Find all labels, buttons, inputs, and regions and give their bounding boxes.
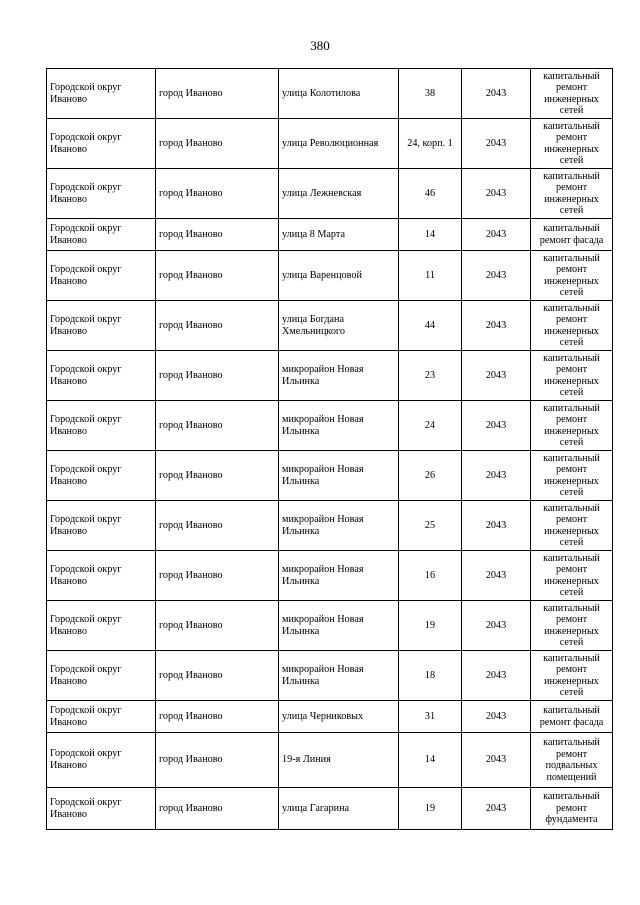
house-number-cell: 19 — [399, 601, 462, 651]
table-row — [47, 301, 613, 351]
city-cell: город Иваново — [156, 219, 279, 251]
city-cell: город Иваново — [156, 351, 279, 401]
house-number-cell: 14 — [399, 733, 462, 788]
year-cell: 2043 — [462, 401, 531, 451]
year-cell: 2043 — [462, 501, 531, 551]
work-type-cell: капитальный ремонт инженерных сетей — [531, 651, 613, 701]
district-cell: Городской округ Иваново — [47, 69, 156, 119]
year-cell: 2043 — [462, 651, 531, 701]
city-cell: город Иваново — [156, 733, 279, 788]
house-number-cell: 46 — [399, 169, 462, 219]
table-row — [47, 119, 613, 169]
work-type-cell: капитальный ремонт инженерных сетей — [531, 169, 613, 219]
house-number-cell: 25 — [399, 501, 462, 551]
repair-schedule-table — [46, 68, 613, 830]
table-row — [47, 351, 613, 401]
city-cell: город Иваново — [156, 601, 279, 651]
street-cell: улица Революционная — [279, 119, 399, 169]
district-cell: Городской округ Иваново — [47, 169, 156, 219]
district-cell: Городской округ Иваново — [47, 451, 156, 501]
table-row — [47, 701, 613, 733]
year-cell: 2043 — [462, 551, 531, 601]
year-cell: 2043 — [462, 301, 531, 351]
street-cell: микрорайон Новая Ильинка — [279, 601, 399, 651]
work-type-cell: капитальный ремонт инженерных сетей — [531, 351, 613, 401]
street-cell: улица Гагарина — [279, 788, 399, 830]
house-number-cell: 26 — [399, 451, 462, 501]
street-cell: улица 8 Марта — [279, 219, 399, 251]
house-number-cell: 18 — [399, 651, 462, 701]
street-cell: микрорайон Новая Ильинка — [279, 651, 399, 701]
city-cell: город Иваново — [156, 69, 279, 119]
house-number-cell: 31 — [399, 701, 462, 733]
city-cell: город Иваново — [156, 169, 279, 219]
district-cell: Городской округ Иваново — [47, 788, 156, 830]
house-number-cell: 16 — [399, 551, 462, 601]
table-row — [47, 788, 613, 830]
district-cell: Городской округ Иваново — [47, 401, 156, 451]
work-type-cell: капитальный ремонт инженерных сетей — [531, 301, 613, 351]
street-cell: улица Лежневская — [279, 169, 399, 219]
house-number-cell: 14 — [399, 219, 462, 251]
work-type-cell: капитальный ремонт подвальных помещений — [531, 733, 613, 788]
street-cell: микрорайон Новая Ильинка — [279, 501, 399, 551]
work-type-cell: капитальный ремонт инженерных сетей — [531, 69, 613, 119]
city-cell: город Иваново — [156, 501, 279, 551]
district-cell: Городской округ Иваново — [47, 251, 156, 301]
table-row — [47, 69, 613, 119]
city-cell: город Иваново — [156, 651, 279, 701]
district-cell: Городской округ Иваново — [47, 733, 156, 788]
work-type-cell: капитальный ремонт инженерных сетей — [531, 401, 613, 451]
city-cell: город Иваново — [156, 251, 279, 301]
work-type-cell: капитальный ремонт инженерных сетей — [531, 601, 613, 651]
year-cell: 2043 — [462, 219, 531, 251]
work-type-cell: капитальный ремонт инженерных сетей — [531, 251, 613, 301]
table-row — [47, 551, 613, 601]
house-number-cell: 38 — [399, 69, 462, 119]
table-row — [47, 501, 613, 551]
work-type-cell: капитальный ремонт инженерных сетей — [531, 119, 613, 169]
work-type-cell: капитальный ремонт фасада — [531, 219, 613, 251]
year-cell: 2043 — [462, 119, 531, 169]
year-cell: 2043 — [462, 351, 531, 401]
street-cell: улица Богдана Хмельницкого — [279, 301, 399, 351]
district-cell: Городской округ Иваново — [47, 119, 156, 169]
table-row — [47, 401, 613, 451]
house-number-cell: 23 — [399, 351, 462, 401]
work-type-cell: капитальный ремонт инженерных сетей — [531, 551, 613, 601]
table-body — [47, 69, 613, 830]
year-cell: 2043 — [462, 788, 531, 830]
street-cell: улица Колотилова — [279, 69, 399, 119]
street-cell: микрорайон Новая Ильинка — [279, 351, 399, 401]
city-cell: город Иваново — [156, 301, 279, 351]
table-row — [47, 219, 613, 251]
district-cell: Городской округ Иваново — [47, 651, 156, 701]
city-cell: город Иваново — [156, 451, 279, 501]
work-type-cell: капитальный ремонт фасада — [531, 701, 613, 733]
district-cell: Городской округ Иваново — [47, 301, 156, 351]
district-cell: Городской округ Иваново — [47, 219, 156, 251]
year-cell: 2043 — [462, 69, 531, 119]
street-cell: улица Варенцовой — [279, 251, 399, 301]
street-cell: микрорайон Новая Ильинка — [279, 551, 399, 601]
city-cell: город Иваново — [156, 788, 279, 830]
city-cell: город Иваново — [156, 119, 279, 169]
street-cell: улица Черниковых — [279, 701, 399, 733]
table-row — [47, 651, 613, 701]
year-cell: 2043 — [462, 701, 531, 733]
table-row — [47, 169, 613, 219]
year-cell: 2043 — [462, 169, 531, 219]
work-type-cell: капитальный ремонт фундамента — [531, 788, 613, 830]
city-cell: город Иваново — [156, 701, 279, 733]
house-number-cell: 44 — [399, 301, 462, 351]
house-number-cell: 24, корп. 1 — [399, 119, 462, 169]
page-number: 380 — [310, 38, 330, 53]
house-number-cell: 11 — [399, 251, 462, 301]
table-row — [47, 251, 613, 301]
table-row — [47, 451, 613, 501]
year-cell: 2043 — [462, 251, 531, 301]
street-cell: микрорайон Новая Ильинка — [279, 401, 399, 451]
district-cell: Городской округ Иваново — [47, 501, 156, 551]
street-cell: микрорайон Новая Ильинка — [279, 451, 399, 501]
district-cell: Городской округ Иваново — [47, 351, 156, 401]
work-type-cell: капитальный ремонт инженерных сетей — [531, 501, 613, 551]
city-cell: город Иваново — [156, 551, 279, 601]
street-cell: 19-я Линия — [279, 733, 399, 788]
house-number-cell: 24 — [399, 401, 462, 451]
year-cell: 2043 — [462, 733, 531, 788]
year-cell: 2043 — [462, 601, 531, 651]
work-type-cell: капитальный ремонт инженерных сетей — [531, 451, 613, 501]
year-cell: 2043 — [462, 451, 531, 501]
table-row — [47, 601, 613, 651]
district-cell: Городской округ Иваново — [47, 701, 156, 733]
city-cell: город Иваново — [156, 401, 279, 451]
district-cell: Городской округ Иваново — [47, 601, 156, 651]
table-row — [47, 733, 613, 788]
house-number-cell: 19 — [399, 788, 462, 830]
district-cell: Городской округ Иваново — [47, 551, 156, 601]
